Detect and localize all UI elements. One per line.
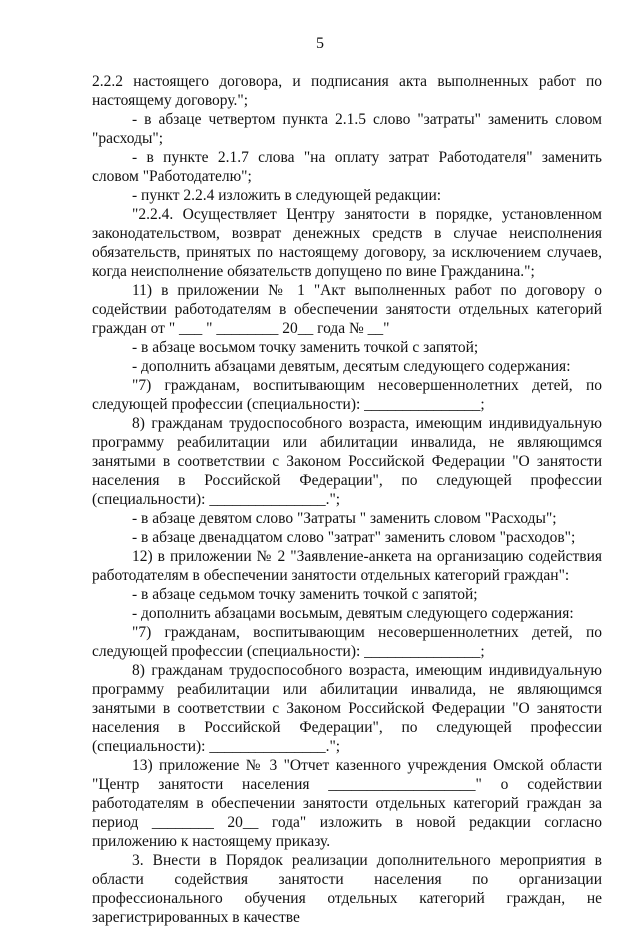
- paragraph: - дополнить абзацами девятым, десятым следующего содержания:: [132, 358, 571, 375]
- paragraph: "2.2.4. Осуществляет Центру занятости в порядке, установленном законодательством, возврат денежных средств в случае неисполнения обязательств, принятых по настоящему договору, за исключением случаев, когда неисполнение обязательств допущено по вине Гражданина.";: [92, 206, 602, 280]
- paragraph: - в абзаце седьмом точку заменить точкой с запятой;: [132, 586, 478, 603]
- paragraph: 11) в приложении № 1 "Акт выполненных работ по договору о содействии работодателям в обеспечении занятости отдельных категорий граждан от " ___ " ________ 20__ года № __": [92, 282, 602, 337]
- paragraph: "7) гражданам, воспитывающим несовершеннолетних детей, по следующей профессии (специальности): _______________;: [92, 624, 602, 660]
- paragraph: 12) в приложении № 2 "Заявление-анкета на организацию содействия работодателям в обеспечении занятости отдельных категорий граждан":: [92, 548, 602, 584]
- paragraph: - в абзаце четвертом пункта 2.1.5 слово "затраты" заменить словом "расходы";: [92, 111, 602, 147]
- paragraph: - в абзаце восьмом точку заменить точкой с запятой;: [132, 339, 479, 356]
- paragraph: - в абзаце двенадцатом слово "затрат" заменить словом "расходов";: [132, 529, 576, 546]
- paragraph: - в абзаце девятом слово "Затраты " заменить словом "Расходы";: [132, 510, 557, 527]
- page-number: 5: [316, 35, 324, 52]
- paragraph: - в пункте 2.1.7 слова "на оплату затрат Работодателя" заменить словом "Работодателю";: [92, 149, 602, 185]
- paragraph: 8) гражданам трудоспособного возраста, имеющим индивидуальную программу реабилитации или абилитации инвалида, не являющимся занятыми в соответствии с Законом Российской Федерации "О занятости населения в Российской Федерации", по следующей профессии (специальности): _______________.";: [92, 662, 602, 755]
- paragraph: 8) гражданам трудоспособного возраста, имеющим индивидуальную программу реабилитации или абилитации инвалида, не являющимся занятыми в соответствии с Законом Российской Федерации "О занятости населения в Российской Федерации", по следующей профессии (специальности): _______________.";: [92, 415, 602, 508]
- paragraph: "7) гражданам, воспитывающим несовершеннолетних детей, по следующей профессии (специальности): _______________;: [92, 377, 602, 413]
- paragraph: - дополнить абзацами восьмым, девятым следующего содержания:: [132, 605, 574, 622]
- document-body: [92, 72, 602, 927]
- paragraph: - пункт 2.2.4 изложить в следующей редакции:: [132, 187, 442, 204]
- paragraph: 2.2.2 настоящего договора, и подписания акта выполненных работ по настоящему договору.";: [92, 73, 602, 109]
- paragraph: 3. Внести в Порядок реализации дополнительного мероприятия в области содействия занятости населения по организации профессионального обучения отдельных категорий граждан, не зарегистрированных в качестве: [92, 852, 602, 926]
- paragraph: 13) приложение № 3 "Отчет казенного учреждения Омской области "Центр занятости населения ___________________" о содействии работодателям в обеспечении занятости отдельных категорий граждан за период ________ 20__ года" изложить в новой редакции согласно приложению к настоящему приказу.: [92, 757, 602, 850]
